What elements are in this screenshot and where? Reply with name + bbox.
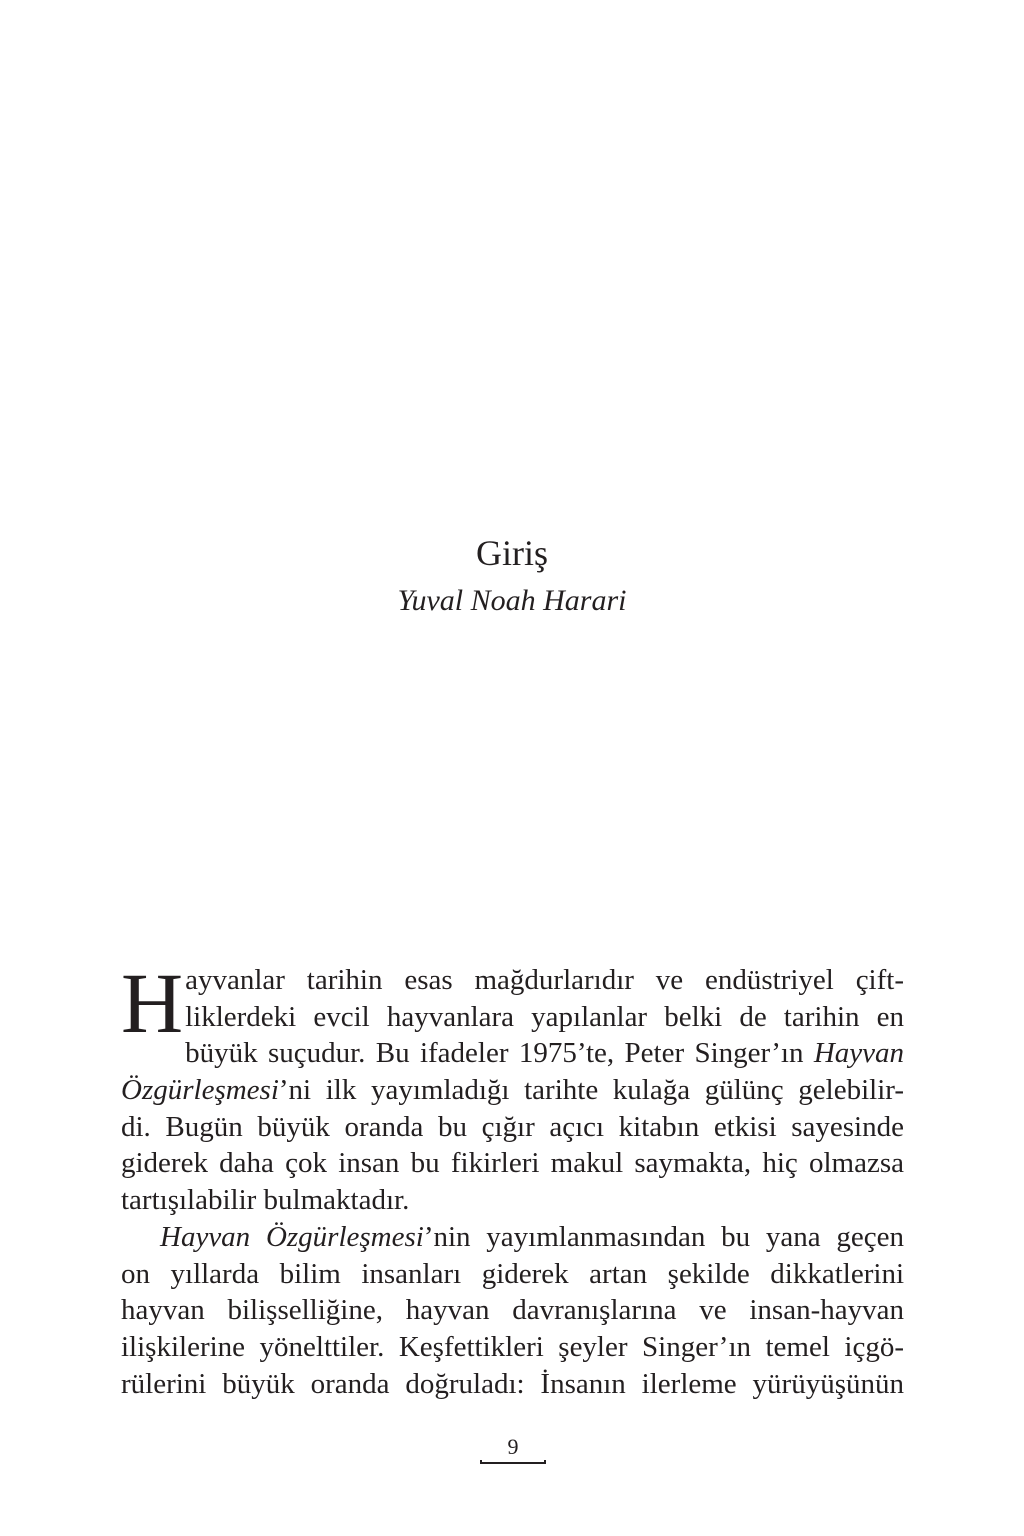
text-line bbox=[121, 1219, 904, 1256]
text-line: rülerini büyük oranda doğruladı: İnsanın ilerleme yürüyüşünün bbox=[121, 1367, 904, 1400]
chapter-heading bbox=[0, 528, 1024, 624]
text-span: büyük suçudur. Bu ifadeler 1975’te, Peter Singer’ın bbox=[185, 1037, 814, 1070]
page-footer bbox=[480, 1434, 546, 1466]
text-line bbox=[121, 1072, 904, 1109]
paragraph-1 bbox=[121, 955, 904, 1219]
text-line: on yıllarda bilim insanları giderek artan şekilde dikkatlerini bbox=[121, 1257, 904, 1290]
book-title-italic: Hayvan Özgürleşmesi bbox=[160, 1220, 424, 1253]
text-line: hayvan bilişselliğine, hayvan davranışlarına ve insan-hayvan bbox=[121, 1294, 904, 1327]
text-line: liklerdeki evcil hayvanlara yapılanlar belki de tarihin en bbox=[185, 1000, 904, 1033]
text-line: ayvanlar tarihin esas mağdurlarıdır ve endüstriyel çift- bbox=[185, 964, 904, 996]
paragraph-2 bbox=[121, 1219, 904, 1402]
text-line bbox=[121, 1035, 904, 1072]
text-line: giderek daha çok insan bu fikirleri makul saymakta, hiç olmazsa bbox=[121, 1147, 904, 1180]
drop-cap: H bbox=[121, 955, 184, 1051]
chapter-author: Yuval Noah Harari bbox=[397, 584, 627, 617]
folio-bracket-rule bbox=[480, 1460, 546, 1464]
chapter-title: Giriş bbox=[476, 533, 548, 573]
text-span: ’nin yayımlanmasından bu yana geçen bbox=[423, 1220, 904, 1253]
text-line: ilişkilerine yönelttiler. Keşfettikleri şeyler Singer’ın temel içgö- bbox=[121, 1330, 904, 1363]
body-text bbox=[121, 955, 904, 1402]
page-number: 9 bbox=[507, 1434, 519, 1459]
book-title-italic: Hayvan bbox=[813, 1037, 904, 1070]
text-span: ’ni ilk yayımladığı tarihte kulağa gülünç gelebilir- bbox=[278, 1074, 904, 1107]
book-title-italic: Özgürleşmesi bbox=[121, 1074, 279, 1107]
text-line: di. Bugün büyük oranda bu çığır açıcı kitabın etkisi sayesinde bbox=[121, 1110, 904, 1143]
text-line: tartışılabilir bulmaktadır. bbox=[121, 1184, 410, 1217]
